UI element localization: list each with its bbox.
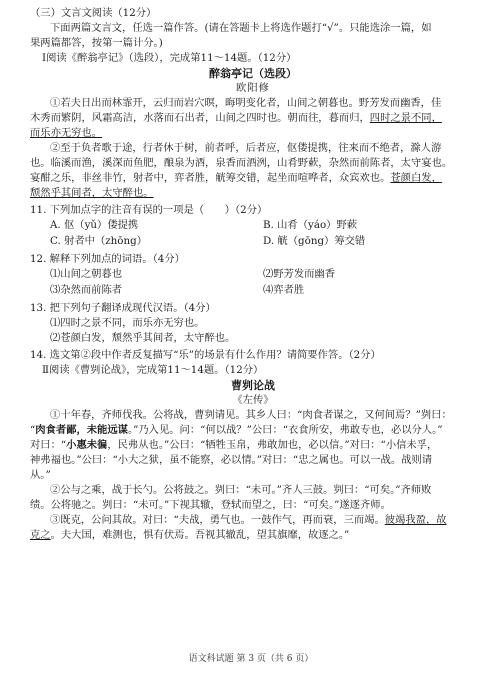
reading2-para1-line: 神弗福也。”公曰：“小大之狱，虽不能察，必以情。”对曰：“忠之属也。可以一战。战则请	[30, 454, 433, 466]
reading1-para1-line: 而乐亦无穷也。	[30, 127, 103, 139]
question-12-items-row	[30, 267, 476, 283]
question-11-options-row	[30, 234, 476, 250]
reading2-para3-line: ③既克，公问其故。对曰：“夫战，勇气也。一鼓作气，再而衰，三而竭。彼竭我盈，故	[50, 514, 447, 526]
reading2-para1-line: 对曰：“小惠未徧，民弗从也。”公曰：“牺牲玉帛，弗敢加也，必以信。”对曰：“小信未孚，	[30, 439, 438, 451]
reading1-para1-line: 木秀而繁阴，风霜高洁，水落而石出者，山间之四时也。朝而往，暮而归，四时之景不同，	[30, 112, 442, 124]
bold-phrase: 小惠未徧	[66, 439, 108, 451]
option-a: A. 伛（yǔ）偻提携	[50, 219, 139, 231]
q13-item: ⑵苍颜白发，颓然乎其间者，太守醉也。	[50, 332, 236, 344]
reading1-title: 醉翁亭记（选段）	[209, 67, 297, 80]
q12-item: ⑵野芳发而幽香	[263, 268, 336, 280]
q12-item: ⑷弈者胜	[263, 284, 305, 296]
bold-phrase: 肉食者鄙，未能远谋	[35, 424, 128, 436]
instruction-line-1: 下面两篇文言文，任选一篇作答。(请在答题卡上将选作题打“√”。只能选涂一篇，如	[50, 22, 432, 34]
q12-item: ⑴山间之朝暮也	[50, 268, 123, 280]
reading2-intro: Ⅱ阅读《曹刿论战》，完成第11～14题。（12分）	[42, 364, 264, 376]
underlined-sentence: 克之	[30, 529, 51, 541]
q13-item: ⑴四时之景不同，而乐亦无穷也。	[50, 317, 205, 329]
reading2-source: 《左传》	[232, 394, 274, 406]
question-13: 13. 把下列句子翻译成现代汉语。（4分）	[30, 302, 216, 314]
option-b: B. 山肴（yáo）野蔌	[263, 219, 358, 231]
option-d: D. 觥（gōng）筹交错	[263, 235, 366, 247]
q12-item: ⑶杂然而前陈者	[50, 284, 123, 296]
reading1-author: 欧阳修	[236, 82, 270, 94]
question-14: 14. 选文第②段中作者反复描写“乐”的场景有什么作用？请简要作答。（2分）	[30, 349, 381, 361]
reading1-para2-line: 颓然乎其间者，太守醉也。	[30, 187, 154, 199]
reading2-title: 曹刿论战	[231, 379, 275, 392]
reading2-para1-line: 从。”	[30, 469, 51, 481]
question-11-options-row	[30, 218, 476, 234]
underlined-sentence: 四时之景不同，	[369, 112, 442, 124]
reading1-para2-line: ②至于负者歌于途，行者休于树，前者呼，后者应，伛偻提携，往来而不绝者，滁人游	[50, 142, 442, 154]
question-11: 11. 下列加点字的注音有误的一项是（ ）（2分）	[30, 204, 268, 216]
underlined-sentence: 彼竭我盈，故	[384, 514, 447, 526]
reading1-intro: Ⅰ阅读《醉翁亭记》（选段），完成第11～14题。（12分）	[42, 52, 297, 64]
reading2-para3-line: 克之。夫大国，难测也，惧有伏焉。吾视其辙乱，望其旗靡，故逐之。”	[30, 529, 350, 541]
reading1-para2-line: 宴酣之乐，非丝非竹，射者中，弈者胜，觥筹交错，起坐而喧哗者，众宾欢也。苍颜白发，	[30, 172, 442, 184]
reading1-para2-line: 也。临溪而渔，溪深而鱼肥，酿泉为酒，泉香而酒洌，山肴野蔌，杂然而前陈者，太守宴也。	[30, 157, 453, 169]
question-12-items-row	[30, 283, 476, 299]
question-12: 12. 解释下列加点的词语。（4分）	[30, 253, 185, 265]
reading1-para1-line: ①若夫日出而林霏开，云归而岩穴暝，晦明变化者，山间之朝暮也。野芳发而幽香，佳	[50, 97, 442, 109]
reading2-para2-line: ②公与之乘，战于长勺。公将鼓之。刿曰：“未可。”齐人三鼓。刿曰：“可矣。”齐师败	[50, 484, 432, 496]
underlined-sentence: 苍颜白发，	[390, 172, 442, 184]
section-header: （三）文言文阅读（12分）	[30, 7, 157, 19]
reading2-para2-line: 绩。公将驰之。刿曰：“未可。”下视其辙，登轼而望之，曰：“可矣。”遂逐齐师。	[30, 499, 391, 511]
reading2-para1-line: “肉食者鄙，未能远谋。”乃入见。问：“何以战？”公曰：“衣食所安，弗敢专也，必以分人。”	[30, 424, 443, 436]
option-c: C. 射者中（zhōng）	[50, 235, 148, 247]
reading2-para1-line: ①十年春，齐师伐我。公将战，曹刿请见。其乡人曰：“肉食者谋之，又何间焉？”刿曰：	[50, 409, 452, 421]
page-footer: 语文科试题 第 3 页（共 6 页）	[188, 654, 314, 664]
instruction-line-2: 果两篇都答，按第一篇计分。)	[30, 37, 163, 49]
